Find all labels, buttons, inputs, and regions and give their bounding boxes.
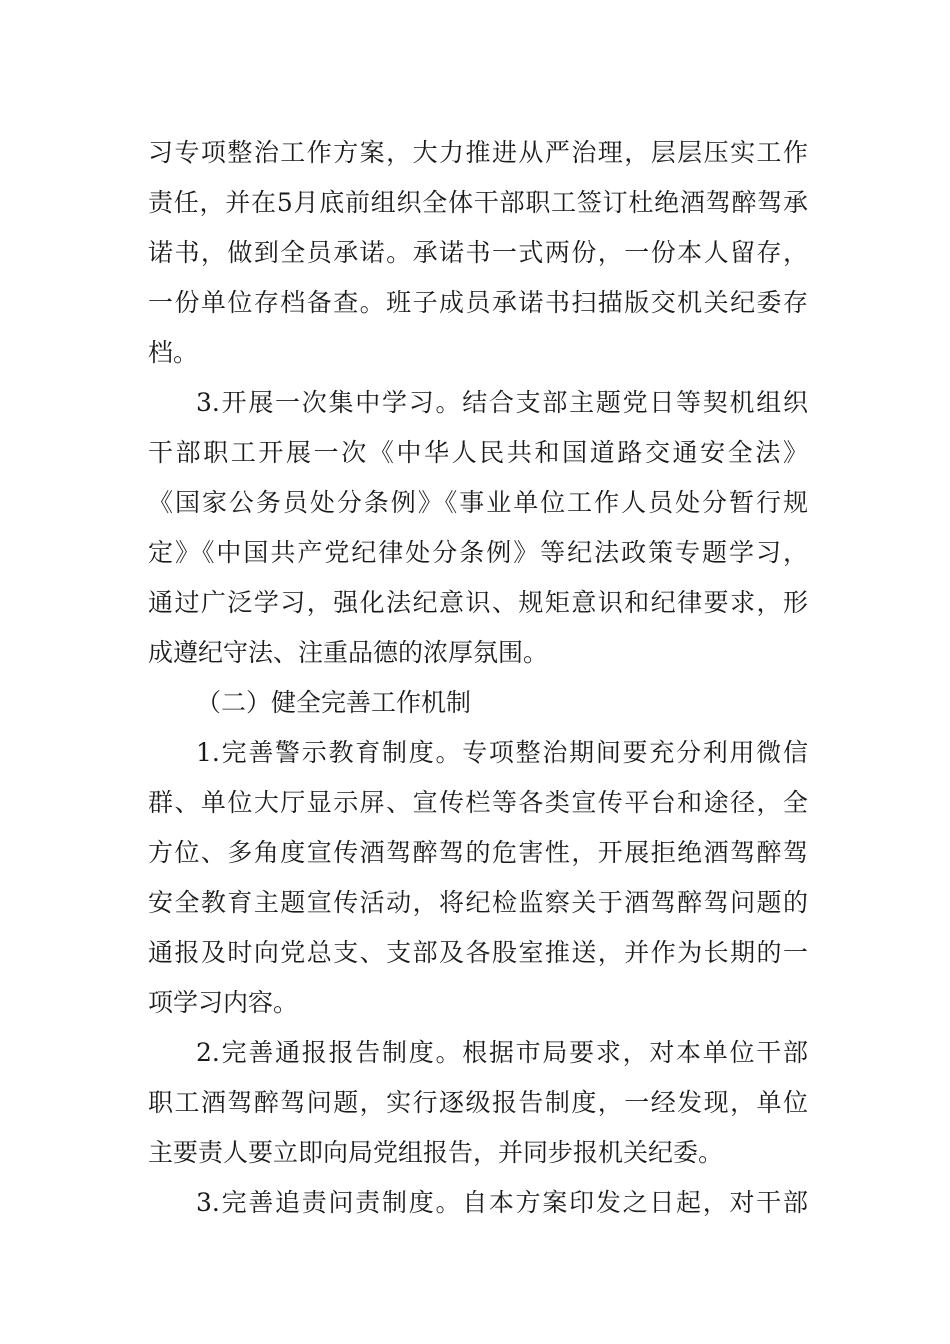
body-text-line: 安全教育主题宣传活动，将纪检监察关于酒驾醉驾问题的: [148, 888, 808, 917]
body-text-line: 《国家公务员处分条例》《事业单位工作人员处分暂行规: [148, 488, 808, 517]
body-text-line: 通报及时向党总支、支部及各股室推送，并作为长期的一: [148, 938, 808, 967]
body-text-line: 项学习内容。: [148, 988, 299, 1017]
paragraph-first-line: 3.开展一次集中学习。结合支部主题党日等契机组织: [196, 388, 808, 417]
paragraph-first-line: 3.完善追责问责制度。自本方案印发之日起，对干部: [196, 1188, 808, 1217]
body-text-line: 群、单位大厅显示屏、宣传栏等各类宣传平台和途径，全: [148, 788, 808, 817]
body-text-line: 习专项整治工作方案，大力推进从严治理，层层压实工作: [148, 138, 808, 167]
paragraph-first-line: 2.完善通报报告制度。根据市局要求，对本单位干部: [196, 1038, 808, 1067]
section-heading: （二）健全完善工作机制: [196, 688, 472, 717]
body-text-line: 诺书，做到全员承诺。承诺书一式两份，一份本人留存，: [148, 238, 808, 267]
body-text-line: 定》《中国共产党纪律处分条例》等纪法政策专题学习，: [148, 538, 808, 567]
body-text-line: 成遵纪守法、注重品德的浓厚氛围。: [148, 638, 549, 667]
body-text-line: 主要责人要立即向局党组报告，并同步报机关纪委。: [148, 1138, 724, 1167]
body-text-line: 干部职工开展一次《中华人民共和国道路交通安全法》: [148, 438, 808, 467]
body-text-line: 方位、多角度宣传酒驾醉驾的危害性，开展拒绝酒驾醉驾: [148, 838, 808, 867]
body-text-line: 责任，并在5月底前组织全体干部职工签订杜绝酒驾醉驾承: [148, 188, 808, 217]
body-text-line: 档。: [148, 338, 199, 367]
body-text-line: 一份单位存档备查。班子成员承诺书扫描版交机关纪委存: [148, 288, 808, 317]
paragraph-first-line: 1.完善警示教育制度。专项整治期间要充分利用微信: [196, 738, 808, 767]
body-text-line: 职工酒驾醉驾问题，实行逐级报告制度，一经发现，单位: [148, 1088, 808, 1117]
body-text-line: 通过广泛学习，强化法纪意识、规矩意识和纪律要求，形: [148, 588, 808, 617]
